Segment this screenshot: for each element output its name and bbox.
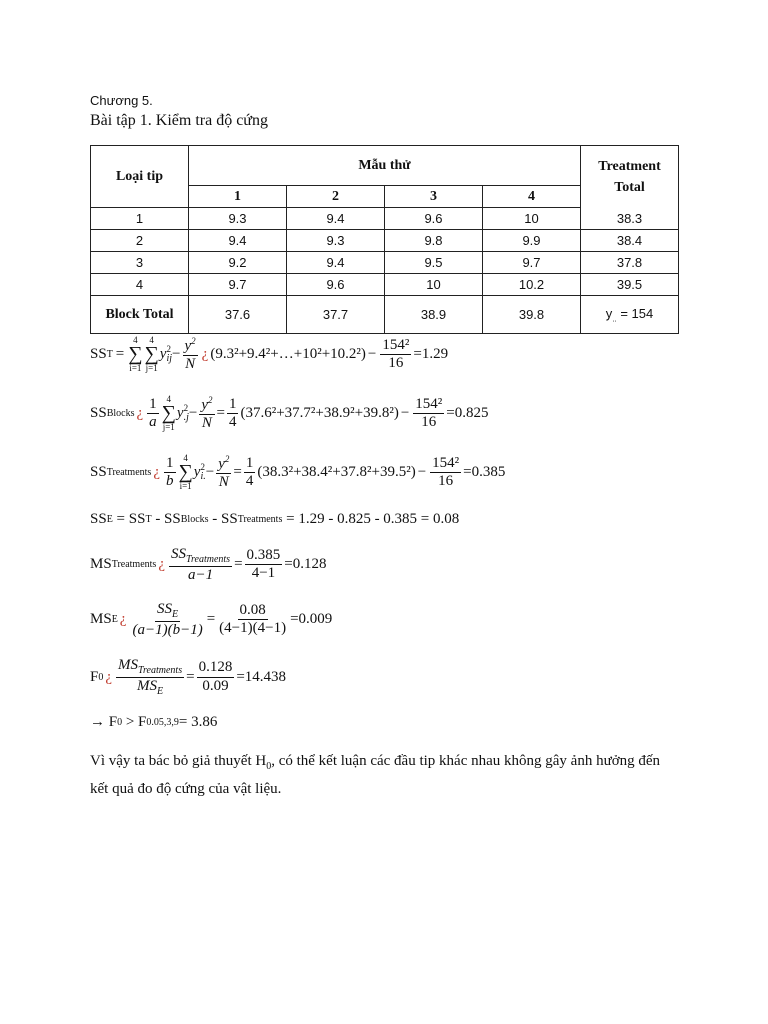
eq-lhs: SS	[90, 346, 107, 363]
minus-sign: −	[205, 464, 215, 481]
frac-num: 1	[147, 396, 159, 414]
block-total-cell: 37.7	[287, 296, 385, 334]
block-total-cell: 37.6	[189, 296, 287, 334]
minus-sign: −	[172, 346, 181, 363]
table-row	[91, 274, 679, 296]
fraction	[430, 455, 461, 491]
value-cell: 9.3	[287, 230, 385, 252]
fraction	[244, 455, 256, 491]
sigma-icon: ∑	[161, 402, 176, 425]
fraction	[199, 395, 214, 433]
frac-num: 154²	[380, 337, 411, 355]
fraction	[130, 601, 204, 639]
value-cell: 9.4	[287, 208, 385, 230]
sample-col-header: 1	[189, 186, 287, 208]
frac-num: 1	[244, 455, 256, 473]
fraction	[216, 454, 231, 492]
frac-num: $MS_{Treatments}$	[118, 657, 183, 676]
unknown-glyph: ¿	[119, 611, 127, 628]
eq-lhs-sub: T	[106, 349, 113, 361]
eq-sub: Blocks	[180, 514, 209, 525]
summation	[145, 336, 159, 373]
sigma-icon: ∑	[128, 343, 143, 366]
fraction	[413, 396, 444, 432]
conclusion-paragraph	[90, 750, 670, 801]
eq-part: = SS	[112, 511, 146, 527]
eq-sub: E	[106, 514, 113, 525]
equation-ss-error	[90, 511, 459, 528]
fraction	[164, 455, 176, 491]
summation	[162, 395, 176, 432]
frac-den: a	[149, 414, 157, 431]
eq-lhs: MS	[90, 556, 112, 573]
chapter-heading: Chương 5.	[90, 93, 153, 108]
value-cell: 10	[385, 274, 483, 296]
paren-expression: (38.3²+38.4²+37.8²+39.5²)	[257, 464, 416, 481]
frac-num: 154²	[430, 455, 461, 473]
value-cell: 9.6	[287, 274, 385, 296]
compare-sub: 0	[117, 717, 123, 728]
eq-sign: =	[186, 668, 195, 685]
equation-ss-blocks	[90, 395, 489, 433]
term-y: y	[176, 405, 184, 422]
eq-lhs: F	[90, 668, 99, 685]
sample-col-header: 4	[483, 186, 581, 208]
sum-lower: i=1	[129, 363, 142, 374]
compare-part: = 3.86	[178, 714, 218, 730]
minus-sign: −	[367, 346, 377, 363]
value-cell: 9.4	[189, 230, 287, 252]
hardness-data-table	[90, 145, 679, 334]
treatment-total-cell: 38.3	[581, 208, 679, 230]
treatment-total-cell: 39.5	[581, 274, 679, 296]
fraction	[116, 657, 184, 697]
minus-sign: −	[417, 464, 427, 481]
eq-lhs-sub: E	[111, 614, 118, 626]
block-total-cell: 38.9	[385, 296, 483, 334]
term-sub: .j	[183, 412, 189, 424]
term-y: y	[159, 346, 167, 363]
value-cell: 9.7	[483, 252, 581, 274]
block-total-label: Block Total	[91, 296, 189, 334]
compare-part: → F	[90, 714, 118, 730]
term-sup: 2	[200, 462, 205, 473]
compare-part: > F	[122, 714, 147, 730]
header-treatment-total-line2: Total	[614, 179, 645, 195]
sum-upper: 4	[166, 394, 172, 405]
eq-sign: =	[115, 346, 125, 363]
frac-den: (a−1)(b−1)	[132, 621, 203, 638]
unknown-glyph: ¿	[158, 556, 165, 573]
eq-result: =14.438	[236, 668, 287, 685]
paren-expression: (9.3²+9.4²+…+10²+10.2²)	[210, 346, 366, 363]
sample-col-header: 3	[385, 186, 483, 208]
exercise-title: Bài tập 1. Kiểm tra độ cứng	[90, 112, 268, 129]
tip-cell: 2	[91, 230, 189, 252]
frac-num: $SS_E$	[157, 601, 179, 620]
frac-num: 0.128	[197, 659, 235, 677]
minus-sign: −	[400, 405, 410, 422]
conclusion-part: Vì vậy ta bác bỏ giả thuyết H	[90, 753, 267, 769]
eq-sign: =	[206, 611, 216, 628]
frac-num: $y^2$	[216, 454, 231, 474]
table-row	[91, 208, 679, 230]
frac-den: N	[185, 356, 196, 373]
sum-upper: 4	[183, 453, 188, 464]
eq-result: =0.385	[463, 464, 506, 481]
eq-result: =0.128	[284, 556, 327, 573]
frac-den: 16	[388, 355, 404, 372]
eq-part: SS	[90, 511, 107, 527]
table-row	[91, 230, 679, 252]
term-sub: ij	[166, 353, 173, 365]
fraction	[227, 396, 239, 432]
term-sup: 2	[166, 344, 171, 355]
treatment-total-cell: 38.4	[581, 230, 679, 252]
block-total-cell: 39.8	[483, 296, 581, 334]
frac-num: $SS_{Treatments}$	[171, 546, 231, 565]
frac-den: 16	[438, 473, 454, 490]
term-sup: 2	[183, 403, 189, 414]
fraction	[197, 659, 235, 695]
term-y: y	[193, 464, 201, 481]
fraction	[245, 547, 283, 583]
treatment-total-cell: 37.8	[581, 252, 679, 274]
frac-den: N	[201, 415, 212, 432]
value-cell: 9.2	[189, 252, 287, 274]
sigma-icon: ∑	[178, 461, 193, 484]
tip-cell: 3	[91, 252, 189, 274]
value-cell: 9.8	[385, 230, 483, 252]
value-cell: 9.9	[483, 230, 581, 252]
eq-result: =0.009	[290, 611, 333, 628]
value-cell: 9.4	[287, 252, 385, 274]
frac-den: 4	[245, 473, 254, 490]
eq-sub: T	[145, 514, 152, 525]
fraction	[169, 546, 232, 584]
fraction	[217, 602, 288, 638]
conclusion-part: , có thể kết luận các đầu tip khác nhau không gây ảnh hưởng đến kết quả đo độ cứng của vật liệu.	[90, 753, 661, 797]
equation-ss-total	[90, 336, 448, 374]
frac-den: a−1	[187, 566, 214, 583]
eq-part: = 1.29 - 0.825 - 0.385 = 0.08	[282, 511, 460, 527]
f-comparison	[90, 714, 217, 731]
equation-f0	[90, 657, 286, 697]
sum-lower: j=1	[145, 363, 158, 374]
value-cell: 9.3	[189, 208, 287, 230]
sample-col-header: 2	[287, 186, 385, 208]
sum-lower: j=1	[162, 422, 175, 433]
frac-num: 1	[227, 396, 239, 414]
paren-expression: (37.6²+37.7²+38.9²+39.8²)	[240, 405, 399, 422]
unknown-glyph: ¿	[201, 346, 209, 363]
eq-lhs: SS	[90, 464, 107, 481]
equation-ss-treatments	[90, 454, 505, 492]
eq-lhs-sub: Blocks	[106, 408, 135, 420]
equation-ms-treatments	[90, 546, 327, 584]
frac-den: b	[166, 473, 174, 490]
tip-cell: 4	[91, 274, 189, 296]
eq-lhs-sub: Treatments	[111, 559, 157, 571]
frac-den: N	[218, 474, 229, 491]
eq-lhs-sub: Treatments	[106, 467, 152, 479]
frac-den: 0.09	[202, 677, 229, 694]
grand-total-symbol: y	[605, 305, 613, 321]
eq-result: =0.825	[446, 405, 489, 422]
frac-num: 0.385	[245, 547, 283, 565]
equation-ms-error	[90, 601, 332, 639]
eq-part: - SS	[151, 511, 181, 527]
frac-den: (4−1)(4−1)	[219, 620, 287, 637]
eq-result: =1.29	[413, 346, 449, 363]
value-cell: 9.5	[385, 252, 483, 274]
fraction	[147, 396, 159, 432]
sum-lower: i=1	[179, 481, 192, 492]
term-sub: i.	[200, 471, 206, 483]
eq-sub: Treatments	[237, 514, 283, 525]
grand-total-value: = 154	[620, 305, 654, 321]
frac-num: 1	[164, 455, 176, 473]
grand-total-sub: ..	[612, 314, 617, 324]
value-cell: 10.2	[483, 274, 581, 296]
table-row	[91, 252, 679, 274]
conclusion-sub: 0	[266, 761, 272, 772]
eq-sign: =	[216, 405, 225, 422]
frac-den: 4	[228, 414, 237, 431]
eq-sign: =	[233, 464, 242, 481]
value-cell: 9.7	[189, 274, 287, 296]
value-cell: 10	[483, 208, 581, 230]
unknown-glyph: ¿	[105, 668, 113, 685]
eq-lhs: MS	[90, 611, 112, 628]
header-treatment-total	[581, 146, 679, 208]
header-treatment-total-line1: Treatment	[598, 158, 661, 174]
header-tip-type: Loại tip	[91, 146, 189, 208]
tip-cell: 1	[91, 208, 189, 230]
unknown-glyph: ¿	[136, 405, 144, 422]
frac-den: 4−1	[251, 565, 276, 582]
frac-den: $MS_E$	[137, 677, 164, 697]
eq-part: - SS	[208, 511, 238, 527]
frac-den: 16	[421, 414, 437, 431]
summation	[128, 336, 142, 373]
fraction	[183, 336, 198, 374]
value-cell: 9.6	[385, 208, 483, 230]
frac-num: $y^2$	[183, 336, 198, 356]
compare-sub: 0.05,3,9	[146, 717, 179, 728]
unknown-glyph: ¿	[153, 464, 160, 481]
minus-sign: −	[188, 405, 198, 422]
summation	[179, 454, 193, 491]
eq-lhs: SS	[90, 405, 107, 422]
sum-upper: 4	[149, 335, 154, 346]
grand-total-cell	[581, 296, 679, 334]
block-total-row	[91, 296, 679, 334]
sum-upper: 4	[133, 335, 138, 346]
frac-num: 0.08	[238, 602, 268, 620]
frac-num: $y^2$	[199, 395, 214, 415]
header-samples: Mẫu thử	[189, 146, 581, 186]
frac-num: 154²	[413, 396, 444, 414]
sigma-icon: ∑	[144, 343, 159, 366]
fraction	[380, 337, 411, 373]
eq-sign: =	[234, 556, 243, 573]
eq-lhs-sub: 0	[98, 671, 104, 683]
